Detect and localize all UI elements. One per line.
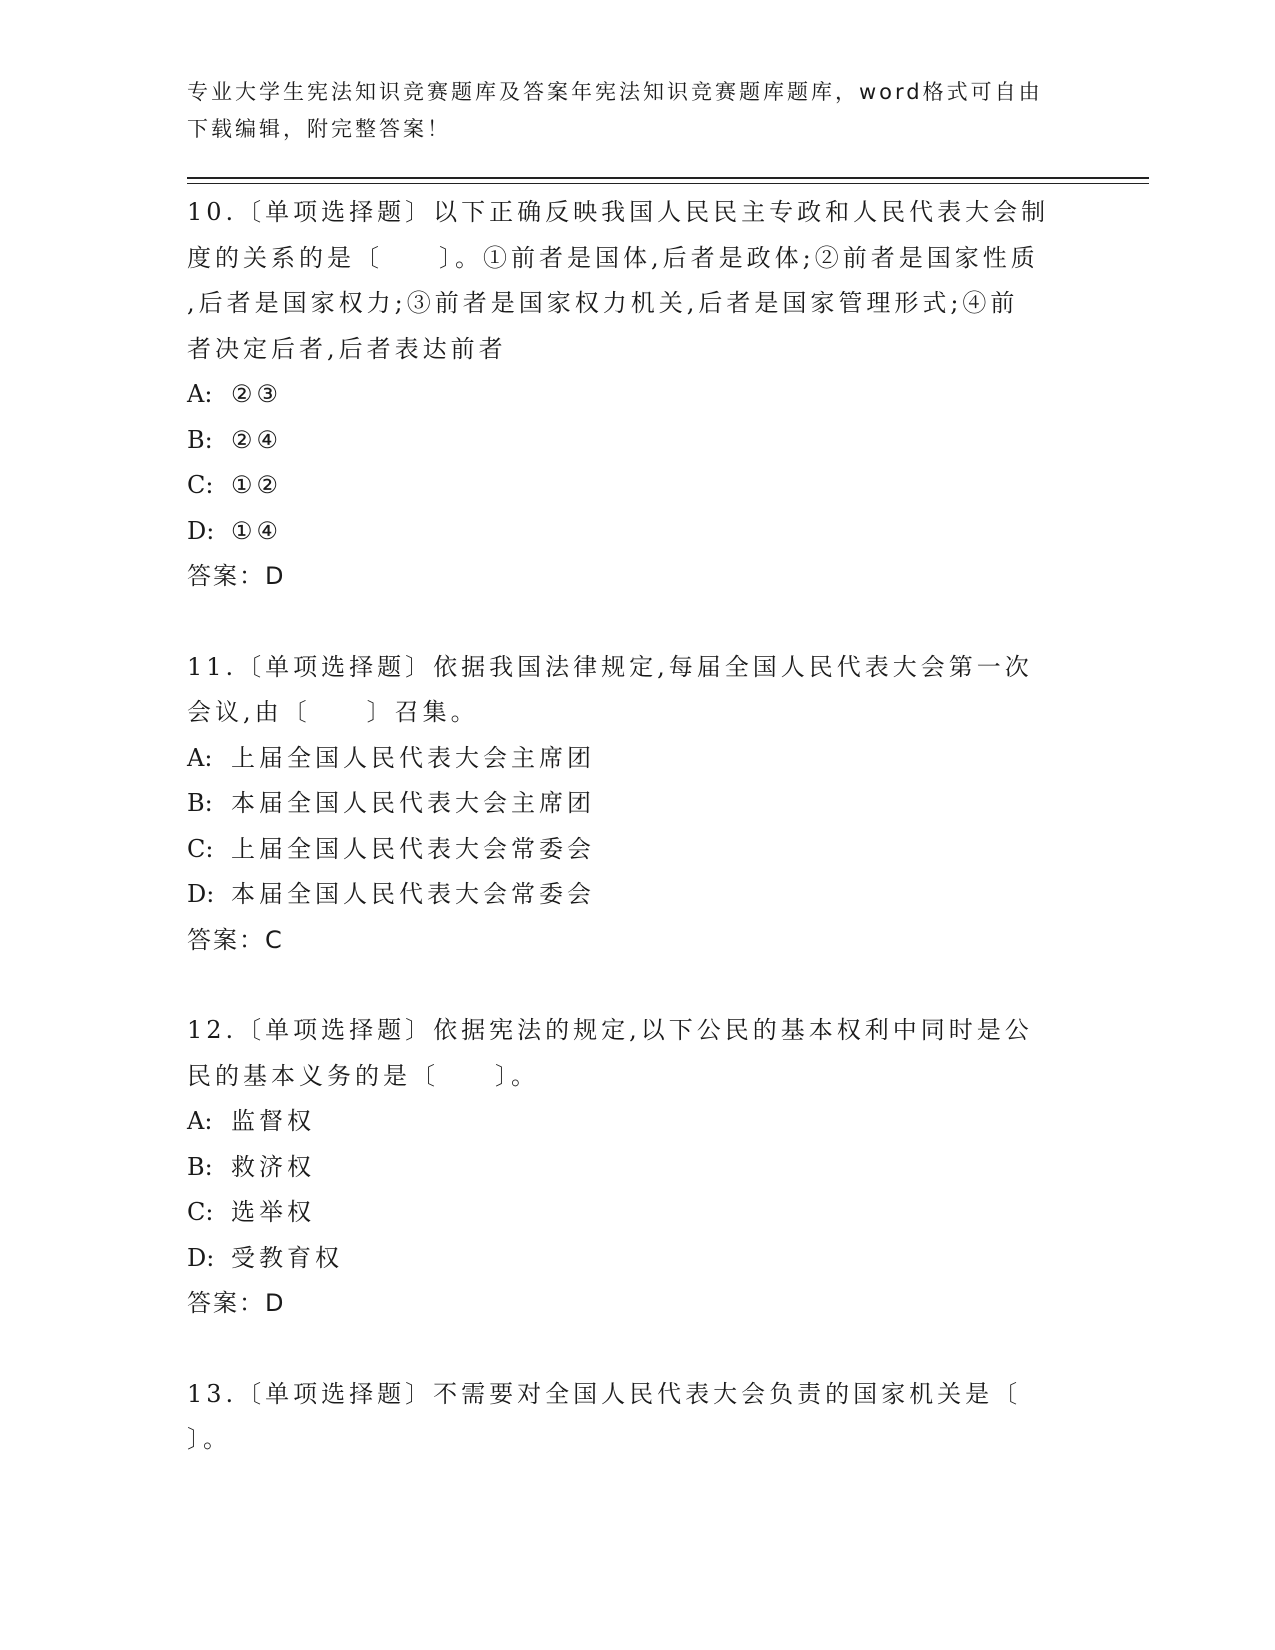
question-list bbox=[187, 190, 1087, 1463]
option-key: B: bbox=[187, 1152, 213, 1181]
option-text: 本届全国人民代表大会主席团 bbox=[231, 789, 595, 817]
option-key: C: bbox=[187, 834, 214, 863]
option-text: 救济权 bbox=[231, 1152, 315, 1181]
header-divider-thick bbox=[187, 177, 1149, 179]
option-key: A: bbox=[187, 380, 213, 408]
option-key: C: bbox=[187, 471, 214, 499]
option-text: 本届全国人民代表大会常委会 bbox=[231, 880, 595, 908]
option-key: D: bbox=[187, 516, 215, 545]
option-key: A: bbox=[187, 1107, 213, 1135]
option-c bbox=[187, 463, 1087, 509]
question-text-line: ,后者是国家权力;③前者是国家权力机关,后者是国家管理形式;④前 bbox=[187, 289, 1019, 317]
option-text: ①② bbox=[231, 471, 283, 499]
answer-label: 答案：D bbox=[187, 562, 286, 590]
question-gap bbox=[187, 1327, 1087, 1372]
question-13 bbox=[187, 1372, 1087, 1463]
option-text: ②④ bbox=[231, 425, 283, 454]
answer-label: 答案：C bbox=[187, 925, 284, 954]
question-text-line: 者决定后者,后者表达前者 bbox=[187, 334, 507, 363]
option-b bbox=[187, 418, 1087, 464]
option-d bbox=[187, 872, 1087, 918]
option-key: D: bbox=[187, 880, 215, 908]
question-text-line: 12.〔单项选择题〕依据宪法的规定,以下公民的基本权利中同时是公 bbox=[187, 1016, 1033, 1044]
option-d bbox=[187, 509, 1087, 555]
option-text: ①④ bbox=[231, 516, 283, 545]
option-text: 上届全国人民代表大会主席团 bbox=[231, 743, 595, 772]
option-c bbox=[187, 827, 1087, 873]
answer-label: 答案：D bbox=[187, 1289, 286, 1317]
question-gap bbox=[187, 963, 1087, 1008]
option-text: 选举权 bbox=[231, 1198, 315, 1226]
question-text-line: 度的关系的是〔 〕。①前者是国体,后者是政体;②前者是国家性质 bbox=[187, 243, 1039, 272]
option-text: ②③ bbox=[231, 380, 283, 408]
question-text-line: 民的基本义务的是〔 〕。 bbox=[187, 1061, 539, 1090]
question-text-line: 11.〔单项选择题〕依据我国法律规定,每届全国人民代表大会第一次 bbox=[187, 652, 1033, 681]
option-c bbox=[187, 1190, 1087, 1236]
question-text-line: 〕。 bbox=[187, 1425, 231, 1453]
option-key: D: bbox=[187, 1243, 215, 1272]
option-b bbox=[187, 781, 1087, 827]
option-a bbox=[187, 1099, 1087, 1145]
question-10 bbox=[187, 190, 1087, 600]
question-11 bbox=[187, 645, 1087, 964]
option-key: A: bbox=[187, 743, 213, 772]
option-text: 受教育权 bbox=[231, 1243, 343, 1272]
question-gap bbox=[187, 600, 1087, 645]
option-key: C: bbox=[187, 1198, 214, 1226]
header-divider-thin bbox=[187, 183, 1149, 184]
option-b bbox=[187, 1145, 1087, 1191]
question-text-line: 13.〔单项选择题〕不需要对全国人民代表大会负责的国家机关是〔 bbox=[187, 1379, 1022, 1408]
header-line-1: 专业大学生宪法知识竞赛题库及答案年宪法知识竞赛题库题库，word格式可自由 bbox=[187, 80, 1043, 104]
document-header bbox=[187, 74, 1087, 148]
option-text: 监督权 bbox=[231, 1107, 315, 1135]
question-text-line: 10.〔单项选择题〕以下正确反映我国人民民主专政和人民代表大会制 bbox=[187, 198, 1050, 226]
option-key: B: bbox=[187, 425, 213, 454]
option-text: 上届全国人民代表大会常委会 bbox=[231, 834, 595, 863]
option-key: B: bbox=[187, 789, 213, 817]
option-a bbox=[187, 736, 1087, 782]
question-text-line: 会议,由〔 〕召集。 bbox=[187, 698, 479, 726]
option-a bbox=[187, 372, 1087, 418]
question-12 bbox=[187, 1008, 1087, 1327]
option-d bbox=[187, 1236, 1087, 1282]
header-line-2: 下载编辑，附完整答案！ bbox=[187, 117, 451, 141]
